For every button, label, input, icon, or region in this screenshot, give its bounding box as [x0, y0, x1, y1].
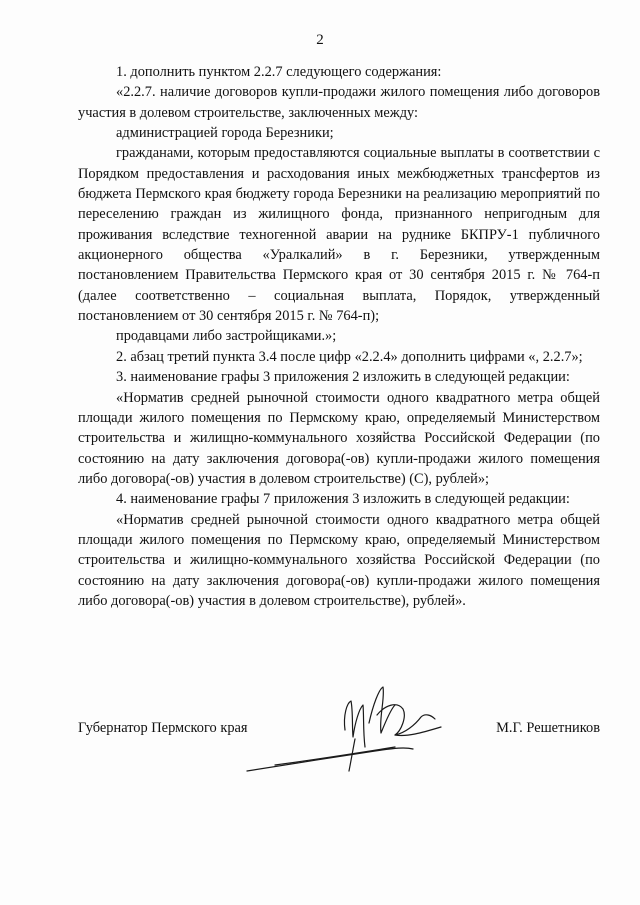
page-number: 2 — [316, 32, 324, 48]
paragraph-4: гражданами, которым предоставляются социальные выплаты в соответствии с Порядком предоставления и расходования иных межбюджетных трансфертов из бюджета Пермского края бюджету города Березники на реализацию мероприятий по переселению граждан из жилищного фонда, признанного непригодным для проживания вследствие техногенной аварии на руднике БКПРУ-1 публичного акционерного общества «Уралкалий» в г. Березники, утвержденным постановлением Правительства Пермского края от 30 сентября 2015 г. № 764-п (далее соответственно – социальная выплата, Порядок, утвержденный постановлением от 30 сентября 2015 г. № 764-п); — [78, 145, 600, 325]
signatory-position: Губернатор Пермского края — [78, 720, 248, 736]
paragraph-3: администрацией города Березники; — [116, 125, 334, 142]
paragraph-8: «Норматив средней рыночной стоимости одного квадратного метра общей площади жилого помещения по Пермскому краю, определяемый Министерством строительства и жилищно-коммунального хозяйства Российской Федерации (по состоянию на дату заключения договора(-ов) купли-продажи жилого помещения либо договора(-ов) участия в долевом строительстве) (С), рублей»; — [78, 389, 600, 487]
signatory-name: М.Г. Решетников — [496, 720, 600, 736]
paragraph-2: «2.2.7. наличие договоров купли-продажи жилого помещения либо договоров участия в долевом строительстве, заключенных между: — [78, 84, 600, 121]
paragraph-7: 3. наименование графы 3 приложения 2 изложить в следующей редакции: — [116, 369, 570, 386]
signature-block — [78, 720, 600, 742]
paragraph-9: 4. наименование графы 7 приложения 3 изложить в следующей редакции: — [116, 491, 570, 508]
paragraph-1: 1. дополнить пунктом 2.2.7 следующего содержания: — [116, 64, 442, 80]
paragraph-5: продавцами либо застройщиками.»; — [116, 328, 337, 345]
document-body — [78, 62, 600, 611]
paragraph-10: «Норматив средней рыночной стоимости одного квадратного метра общей площади жилого помещения по Пермскому краю, определяемый Министерством строительства и жилищно-коммунального хозяйства Российской Федерации (по состоянию на дату заключения договора(-ов) купли-продажи жилого помещения либо договора(-ов) участия в долевом строительстве), рублей». — [78, 511, 600, 609]
paragraph-6: 2. абзац третий пункта 3.4 после цифр «2.2.4» дополнить цифрами «, 2.2.7»; — [116, 348, 583, 365]
